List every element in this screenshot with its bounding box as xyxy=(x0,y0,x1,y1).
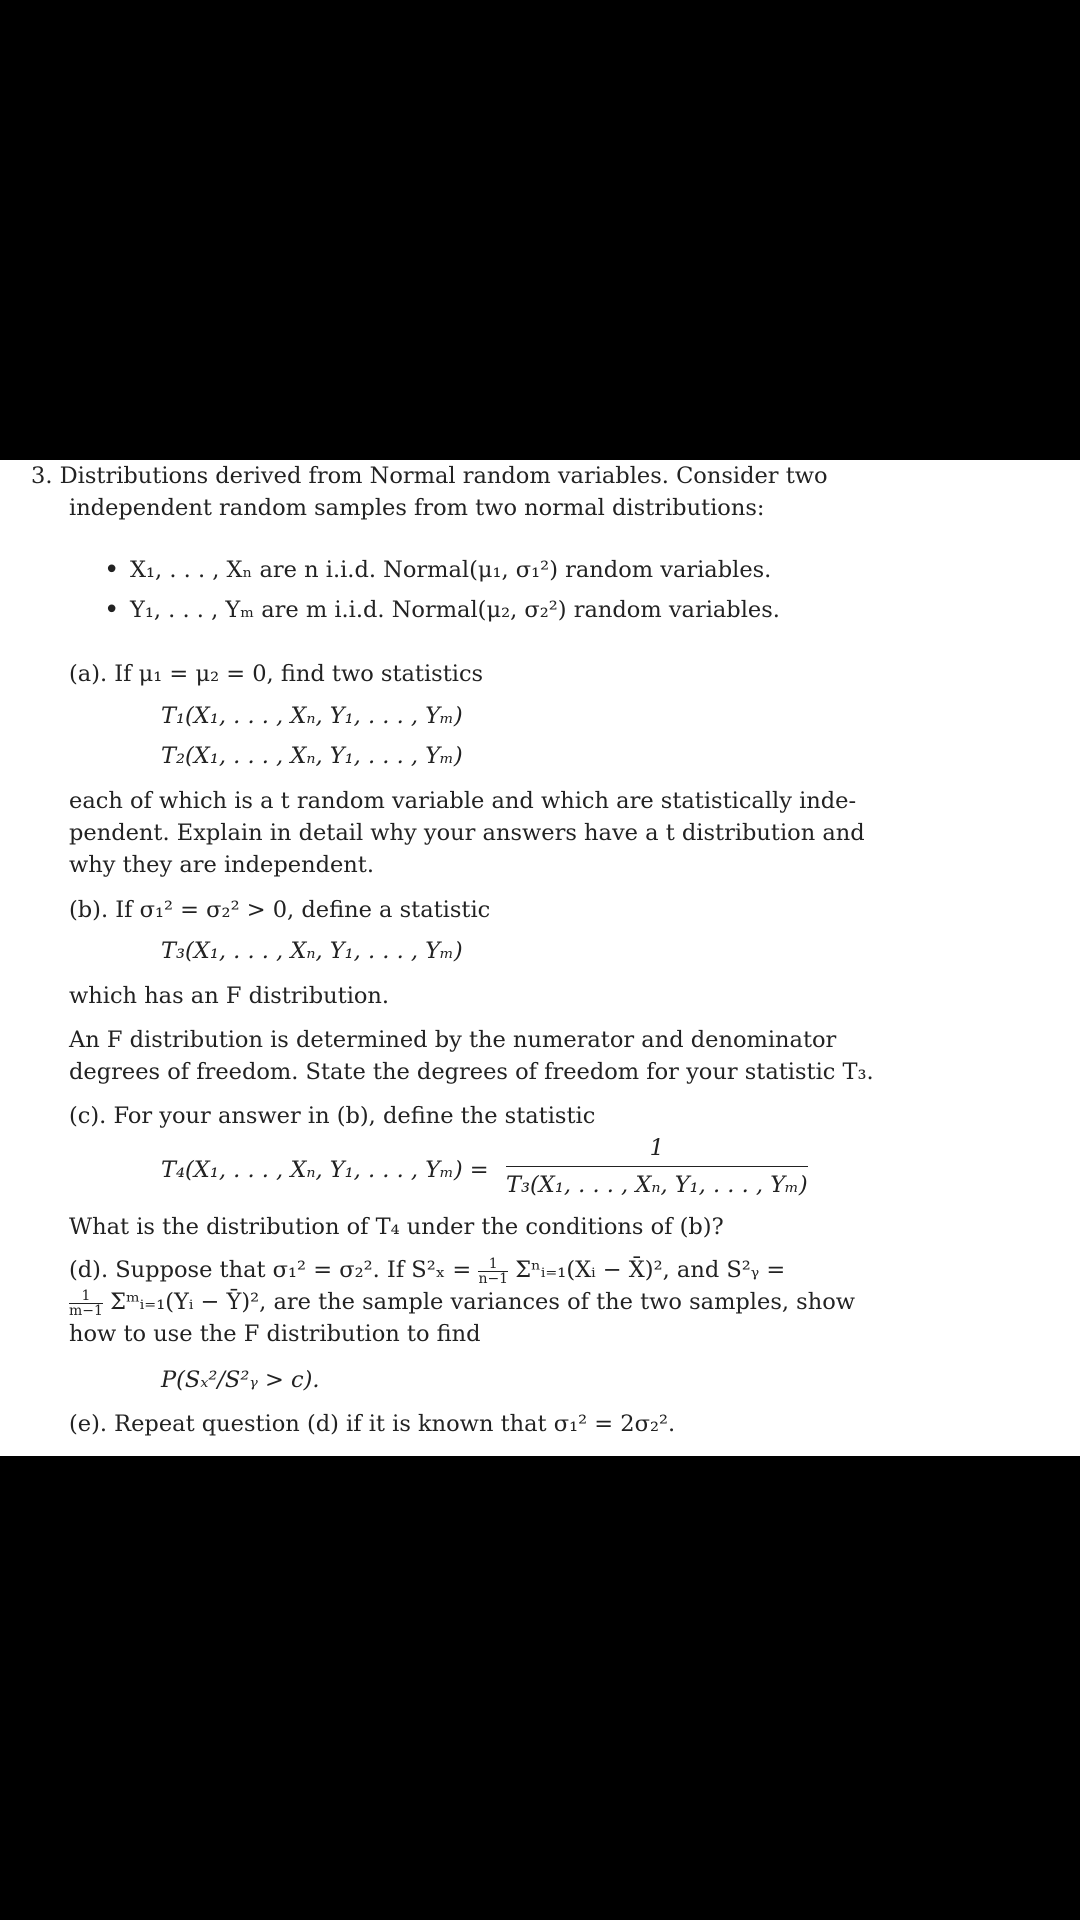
bullet-icon: • xyxy=(104,595,120,625)
bullet-x-sample: X₁, . . . , Xₙ are n i.i.d. Normal(μ₁, σ₁²) random variables. xyxy=(130,557,772,583)
part-a-body-line-2: pendent. Explain in detail why your answers have a t distribution and xyxy=(69,820,865,846)
fraction xyxy=(506,1132,808,1201)
statistic-t4-fraction xyxy=(502,1132,808,1201)
fraction-m-minus-1 xyxy=(69,1289,103,1318)
fraction-n-minus-1 xyxy=(478,1257,508,1286)
part-d-line-1-text: (d). Suppose that σ₁² = σ₂². If S²ₓ = xyxy=(69,1257,479,1283)
statistic-t3: T₃(X₁, . . . , Xₙ, Y₁, . . . , Yₘ) xyxy=(161,938,463,964)
part-d-line-1 xyxy=(69,1254,785,1286)
part-c-question: What is the distribution of T₄ under the conditions of (b)? xyxy=(69,1214,724,1240)
statistic-t2: T₂(X₁, . . . , Xₙ, Y₁, . . . , Yₘ) xyxy=(161,743,463,769)
fraction-denominator: m−1 xyxy=(69,1302,103,1319)
problem-intro-line-1: 3. Distributions derived from Normal random variables. Consider two xyxy=(31,463,828,489)
fraction-denominator: T₃(X₁, . . . , Xₙ, Y₁, . . . , Yₘ) xyxy=(506,1172,808,1198)
part-a-body-line-3: why they are independent. xyxy=(69,852,374,878)
part-c-lead: (c). For your answer in (b), define the statistic xyxy=(69,1103,596,1129)
probability-expression: P(Sₓ²/S²ᵧ > c). xyxy=(161,1367,320,1393)
part-d-line-3: how to use the F distribution to find xyxy=(69,1321,481,1347)
statistic-t4-lhs: T₄(X₁, . . . , Xₙ, Y₁, . . . , Yₘ) = xyxy=(161,1157,489,1183)
part-b-lead: (b). If σ₁² = σ₂² > 0, define a statistic xyxy=(69,897,491,923)
fraction-numerator: 1 xyxy=(478,1257,508,1272)
fraction-denominator: n−1 xyxy=(478,1270,509,1287)
part-b-note-line-2: degrees of freedom. State the degrees of freedom for your statistic T₃. xyxy=(69,1059,874,1085)
part-d-line-1-rest: Σⁿᵢ₌₁(Xᵢ − X̄)², and S²ᵧ = xyxy=(515,1257,786,1283)
fraction-numerator: 1 xyxy=(69,1289,103,1304)
part-e-text: (e). Repeat question (d) if it is known that σ₁² = 2σ₂². xyxy=(69,1411,676,1437)
part-d-line-2 xyxy=(69,1286,855,1318)
bullet-icon: • xyxy=(104,555,120,585)
part-b-tail: which has an F distribution. xyxy=(69,983,390,1009)
part-b-note-line-1: An F distribution is determined by the numerator and denominator xyxy=(69,1027,837,1053)
bullet-y-sample: Y₁, . . . , Yₘ are m i.i.d. Normal(μ₂, σ₂²) random variables. xyxy=(130,597,780,623)
part-a-body-line-1: each of which is a t random variable and which are statistically inde- xyxy=(69,788,857,814)
part-d-line-2-rest: Σᵐᵢ₌₁(Yᵢ − Ȳ)², are the sample variances of the two samples, show xyxy=(110,1289,856,1315)
fraction-numerator: 1 xyxy=(506,1132,808,1167)
part-a-lead: (a). If μ₁ = μ₂ = 0, find two statistics xyxy=(69,661,484,687)
document-page xyxy=(0,460,1080,1456)
statistic-t1: T₁(X₁, . . . , Xₙ, Y₁, . . . , Yₘ) xyxy=(161,703,463,729)
problem-intro-line-2: independent random samples from two normal distributions: xyxy=(69,495,765,521)
